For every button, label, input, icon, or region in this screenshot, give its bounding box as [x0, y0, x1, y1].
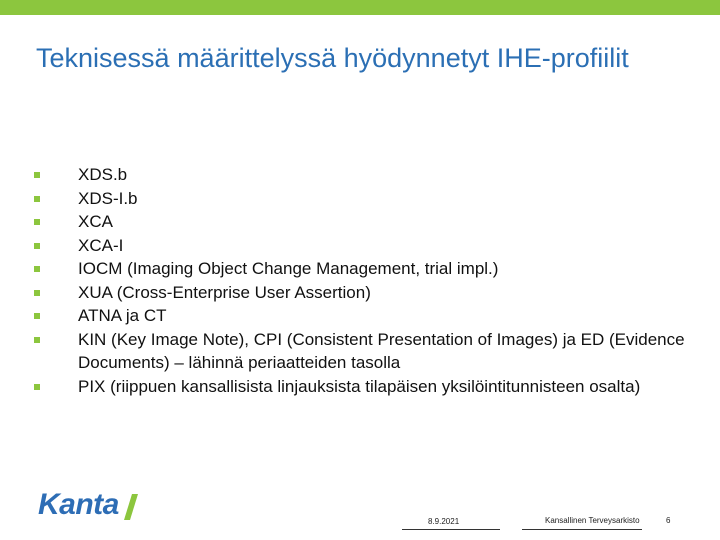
footer-divider	[402, 529, 500, 530]
list-item	[34, 328, 694, 375]
list-item	[34, 234, 694, 258]
bullet-square-icon	[34, 196, 40, 202]
bullet-square-icon	[34, 313, 40, 319]
list-item	[34, 281, 694, 305]
bullet-square-icon	[34, 219, 40, 225]
page-number: 6	[666, 516, 671, 525]
list-item-text: IOCM (Imaging Object Change Management, trial impl.)	[78, 259, 499, 278]
bullet-square-icon	[34, 172, 40, 178]
bullet-square-icon	[34, 266, 40, 272]
list-item	[34, 257, 694, 281]
bullet-square-icon	[34, 290, 40, 296]
list-item	[34, 187, 694, 211]
bullet-square-icon	[34, 243, 40, 249]
logo-slash-icon	[124, 494, 138, 520]
bullet-list	[34, 163, 694, 398]
footer-organization: Kansallinen Terveysarkisto	[545, 516, 640, 525]
kanta-logo	[38, 488, 148, 522]
list-item-text: XCA	[78, 212, 113, 231]
bullet-square-icon	[34, 337, 40, 343]
list-item-text: KIN (Key Image Note), CPI (Consistent Presentation of Images) ja ED (Evidence Documents) – lähinnä periaatteiden tasolla	[78, 329, 685, 372]
slide-title: Teknisessä määrittelyssä hyödynnetyt IHE-profiilit	[36, 43, 629, 73]
logo-wordmark: Kanta	[38, 488, 119, 521]
footer-date: 8.9.2021	[428, 517, 460, 526]
footer-divider	[522, 529, 642, 530]
top-accent-bar	[0, 0, 720, 15]
list-item-text: PIX (riippuen kansallisista linjauksista tilapäisen yksilöintitunnisteen osalta)	[78, 376, 641, 396]
list-item	[34, 163, 694, 187]
bullet-square-icon	[34, 384, 40, 390]
list-item-text: XCA-I	[78, 235, 124, 255]
list-item-text: XDS.b	[78, 165, 128, 184]
list-item	[34, 304, 694, 328]
list-item-text: XUA (Cross-Enterprise User Assertion)	[78, 282, 371, 302]
list-item	[34, 210, 694, 234]
list-item	[34, 375, 694, 399]
list-item-text: ATNA ja CT	[78, 306, 167, 325]
list-item-text: XDS-I.b	[78, 188, 138, 208]
